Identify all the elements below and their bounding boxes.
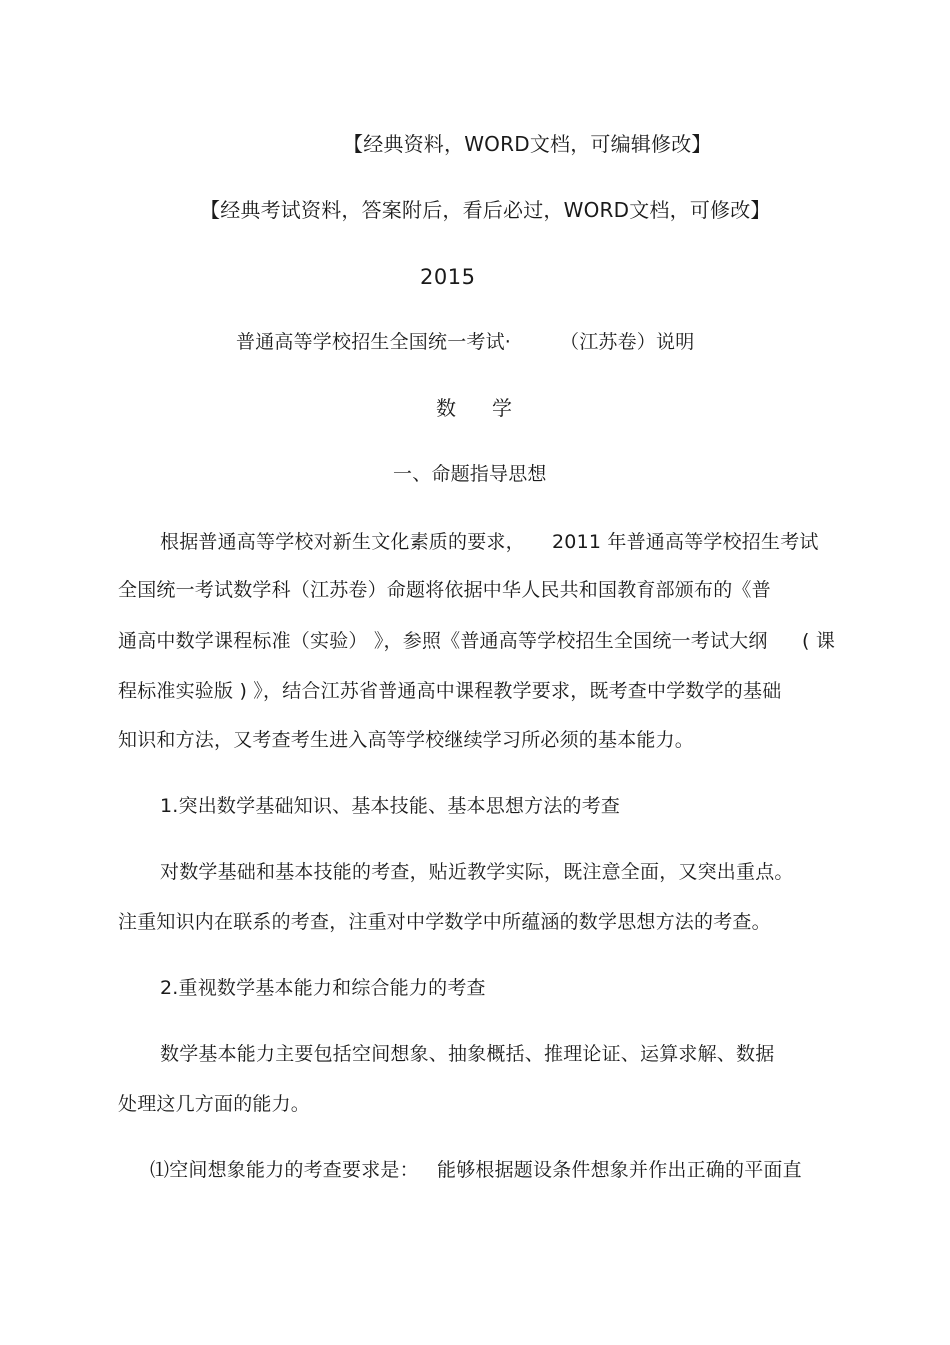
paragraph-line: 根据普通高等学校对新生文化素质的要求， bbox=[160, 531, 525, 553]
document-title-right: （江苏卷）说明 bbox=[560, 331, 695, 353]
subsection-heading: 1.突出数学基础知识、基本技能、基本思想方法的考查 bbox=[160, 795, 621, 817]
paragraph-line: 通高中数学课程标准（实验） 》，参照《普通高等学校招生全国统一考试大纲 bbox=[118, 630, 768, 652]
document-title-left: 普通高等学校招生全国统一考试· bbox=[236, 331, 512, 353]
document-year: 2015 bbox=[420, 265, 476, 289]
paragraph-line: 程标准实验版 ) 》，结合江苏省普通高中课程教学要求，既考查中学数学的基础 bbox=[118, 680, 782, 702]
document-subject: 数学 bbox=[436, 396, 548, 420]
paragraph-line: 数学基本能力主要包括空间想象、抽象概括、推理论证、运算求解、数据 bbox=[160, 1043, 775, 1065]
paragraph-line: 对数学基础和基本技能的考查，贴近教学实际，既注意全面，又突出重点。 bbox=[160, 861, 794, 883]
banner-line-2: 【经典考试资料，答案附后，看后必过，WORD文档，可修改】 bbox=[200, 198, 771, 222]
paragraph-line: 知识和方法，又考查考生进入高等学校继续学习所必须的基本能力。 bbox=[118, 729, 695, 751]
subsection-heading: 2.重视数学基本能力和综合能力的考查 bbox=[160, 977, 486, 999]
paragraph-line: 全国统一考试数学科（江苏卷）命题将依据中华人民共和国教育部颁布的《普 bbox=[118, 579, 771, 601]
section-heading: 一、命题指导思想 bbox=[393, 463, 547, 485]
paragraph-line: ( 课 bbox=[802, 630, 836, 652]
paragraph-line: ⑴空间想象能力的考查要求是： bbox=[150, 1159, 419, 1181]
paragraph-line: 注重知识内在联系的考查，注重对中学数学中所蕴涵的数学思想方法的考查。 bbox=[118, 911, 771, 933]
paragraph-line: 处理这几方面的能力。 bbox=[118, 1093, 311, 1115]
paragraph-line: 2011 年普通高等学校招生考试 bbox=[552, 531, 819, 553]
paragraph-line: 能够根据题设条件想象并作出正确的平面直 bbox=[437, 1159, 802, 1181]
banner-line-1: 【经典资料，WORD文档，可编辑修改】 bbox=[343, 132, 712, 156]
